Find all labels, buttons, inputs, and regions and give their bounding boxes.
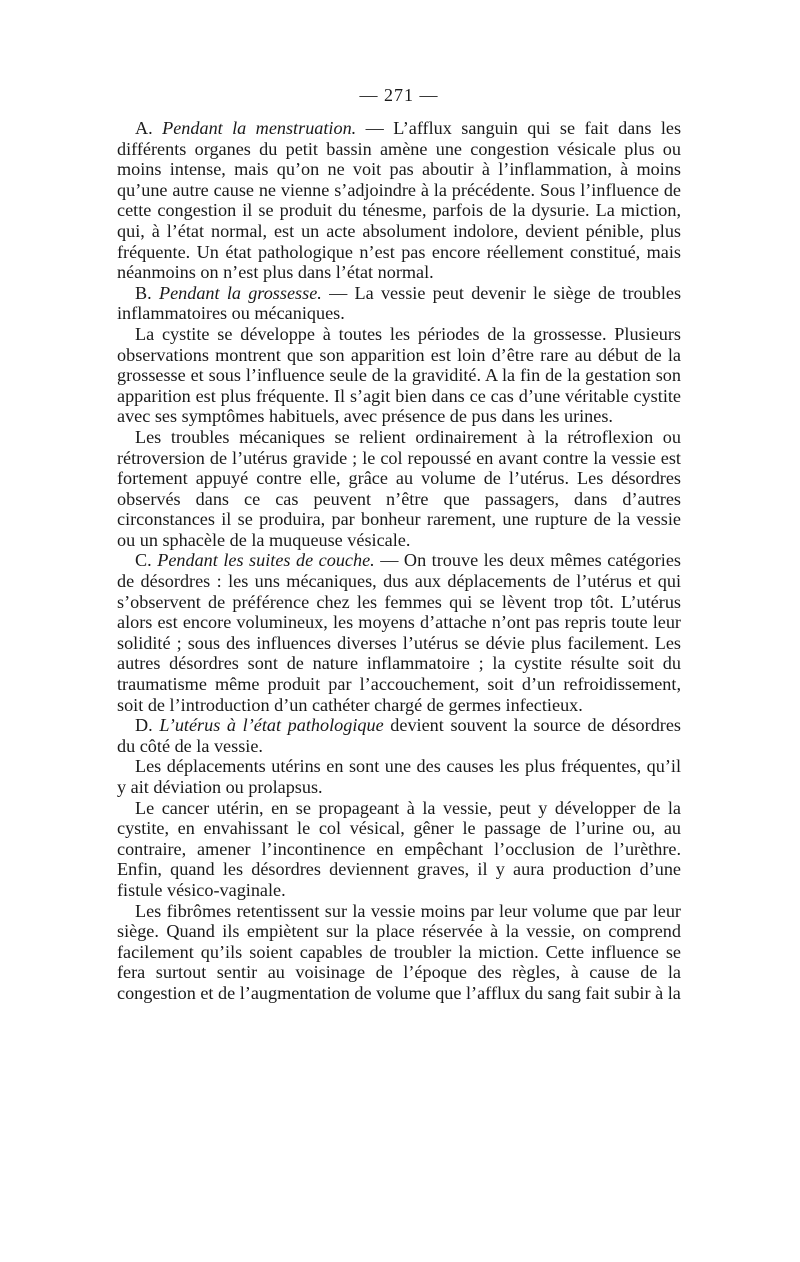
paragraph-text: — On trouve les deux mêmes catégories de désordres : les uns mécaniques, dus aux déplacements de l’utérus et qui s’observent de préférence chez les femmes qui se lèvent trop tôt. L’utérus alors est encore volumineux, les moyens d’attache n’ont pas repris toute leur solidité ; sous des influences diverses l’utérus se dévie plus facilement. Les autres désordres sont de nature inflammatoire ; la cystite résulte soit du traumatisme même produit par l’accouchement, soit d’un refroidissement, soit de l’introduction d’un cathéter chargé de germes infectieux. bbox=[117, 550, 681, 715]
section-title: L’utérus à l’état pathologique bbox=[159, 715, 384, 736]
paragraph-text: Les fibrômes retentissent sur la vessie moins par leur volume que par leur siège. Quand ils empiètent sur la place réservée à la vessie, on comprend facilement qu’ils soient capables de troubler la miction. Cette influence se fera surtout sentir au voisinage de l’époque des règles, à cause de la congestion et de l’augmentation de volume que l’afflux du sang fait subir à la bbox=[117, 900, 681, 1003]
section-title: Pendant la menstruation. bbox=[162, 118, 357, 138]
section-title: Pendant la grossesse. bbox=[158, 282, 322, 303]
paragraph-text: La cystite se développe à toutes les périodes de la grossesse. Plusieurs observations montrent que son apparition est loin d’être rare au début de la grossesse et sous l’influence seule de la gravidité. A la fin de la gestation son apparition est plus fréquente. Il s’agit bien dans ce cas d’une véritable cystite avec ses symptômes habituels, avec présence de pus dans les urines. bbox=[117, 323, 681, 427]
section-letter: D. bbox=[135, 715, 153, 736]
section-letter: A. bbox=[135, 118, 153, 138]
paragraph-fibromes bbox=[117, 901, 681, 1004]
book-page bbox=[117, 84, 681, 1004]
paragraph-d-uterus-pathologique bbox=[117, 715, 681, 756]
paragraph-text: Le cancer utérin, en se propageant à la vessie, peut y développer de la cystite, en envahissant le col vésical, gêner le passage de l’urine ou, au contraire, amener l’incontinence en empêchant l’occlusion de l’urèthre. Enfin, quand les désordres deviennent graves, il y aura production d’une fistule vésico-vaginale. bbox=[117, 797, 681, 900]
paragraph-deplacements bbox=[117, 756, 681, 797]
paragraph-cancer-uterin bbox=[117, 798, 681, 901]
paragraph-c-suites-de-couche bbox=[117, 550, 681, 715]
section-title: Pendant les suites de couche. bbox=[157, 550, 375, 571]
paragraph-text: Les troubles mécaniques se relient ordinairement à la rétroflexion ou rétroversion de l’utérus gravide ; le col repoussé en avant contre la vessie est fortement appuyé contre elle, grâce au volume de l’utérus. Les désordres observés dans ce cas peuvent n’être que passagers, dans d’autres circonstances il se produira, par bonheur rarement, une rupture de la vessie ou un sphacèle de la muqueuse vésicale. bbox=[117, 426, 681, 550]
paragraph-cystite bbox=[117, 324, 681, 427]
paragraph-text: Les déplacements utérins en sont une des causes les plus fréquentes, qu’il y ait déviation ou prolapsus. bbox=[117, 756, 681, 797]
section-letter: B. bbox=[135, 282, 152, 303]
paragraph-text: devient souvent la source de désordres du côté de la vessie. bbox=[117, 715, 681, 756]
page-number: — 271 — bbox=[359, 85, 439, 105]
paragraph-text: — L’afflux sanguin qui se fait dans les différents organes du petit bassin amène une congestion vésicale plus ou moins intense, mais qu’on ne voit pas aboutir à l’inflammation, à moins qu’une autre cause ne vienne s’adjoindre à la précédente. Sous l’influence de cette congestion il se produit du ténesme, parfois de la dysurie. La miction, qui, à l’état normal, est un acte absolument indolore, devient pénible, plus fréquente. Un état pathologique n’est pas encore réellement constitué, mais néanmoins on n’est plus dans l’état normal. bbox=[117, 118, 682, 283]
paragraph-troubles-mecaniques bbox=[117, 427, 681, 551]
paragraph-text: — La vessie peut devenir le siège de troubles inflammatoires ou mécaniques. bbox=[117, 282, 682, 324]
section-letter: C. bbox=[135, 550, 152, 571]
paragraph-a-menstruation bbox=[117, 118, 681, 283]
paragraph-b-grossesse bbox=[117, 283, 681, 324]
